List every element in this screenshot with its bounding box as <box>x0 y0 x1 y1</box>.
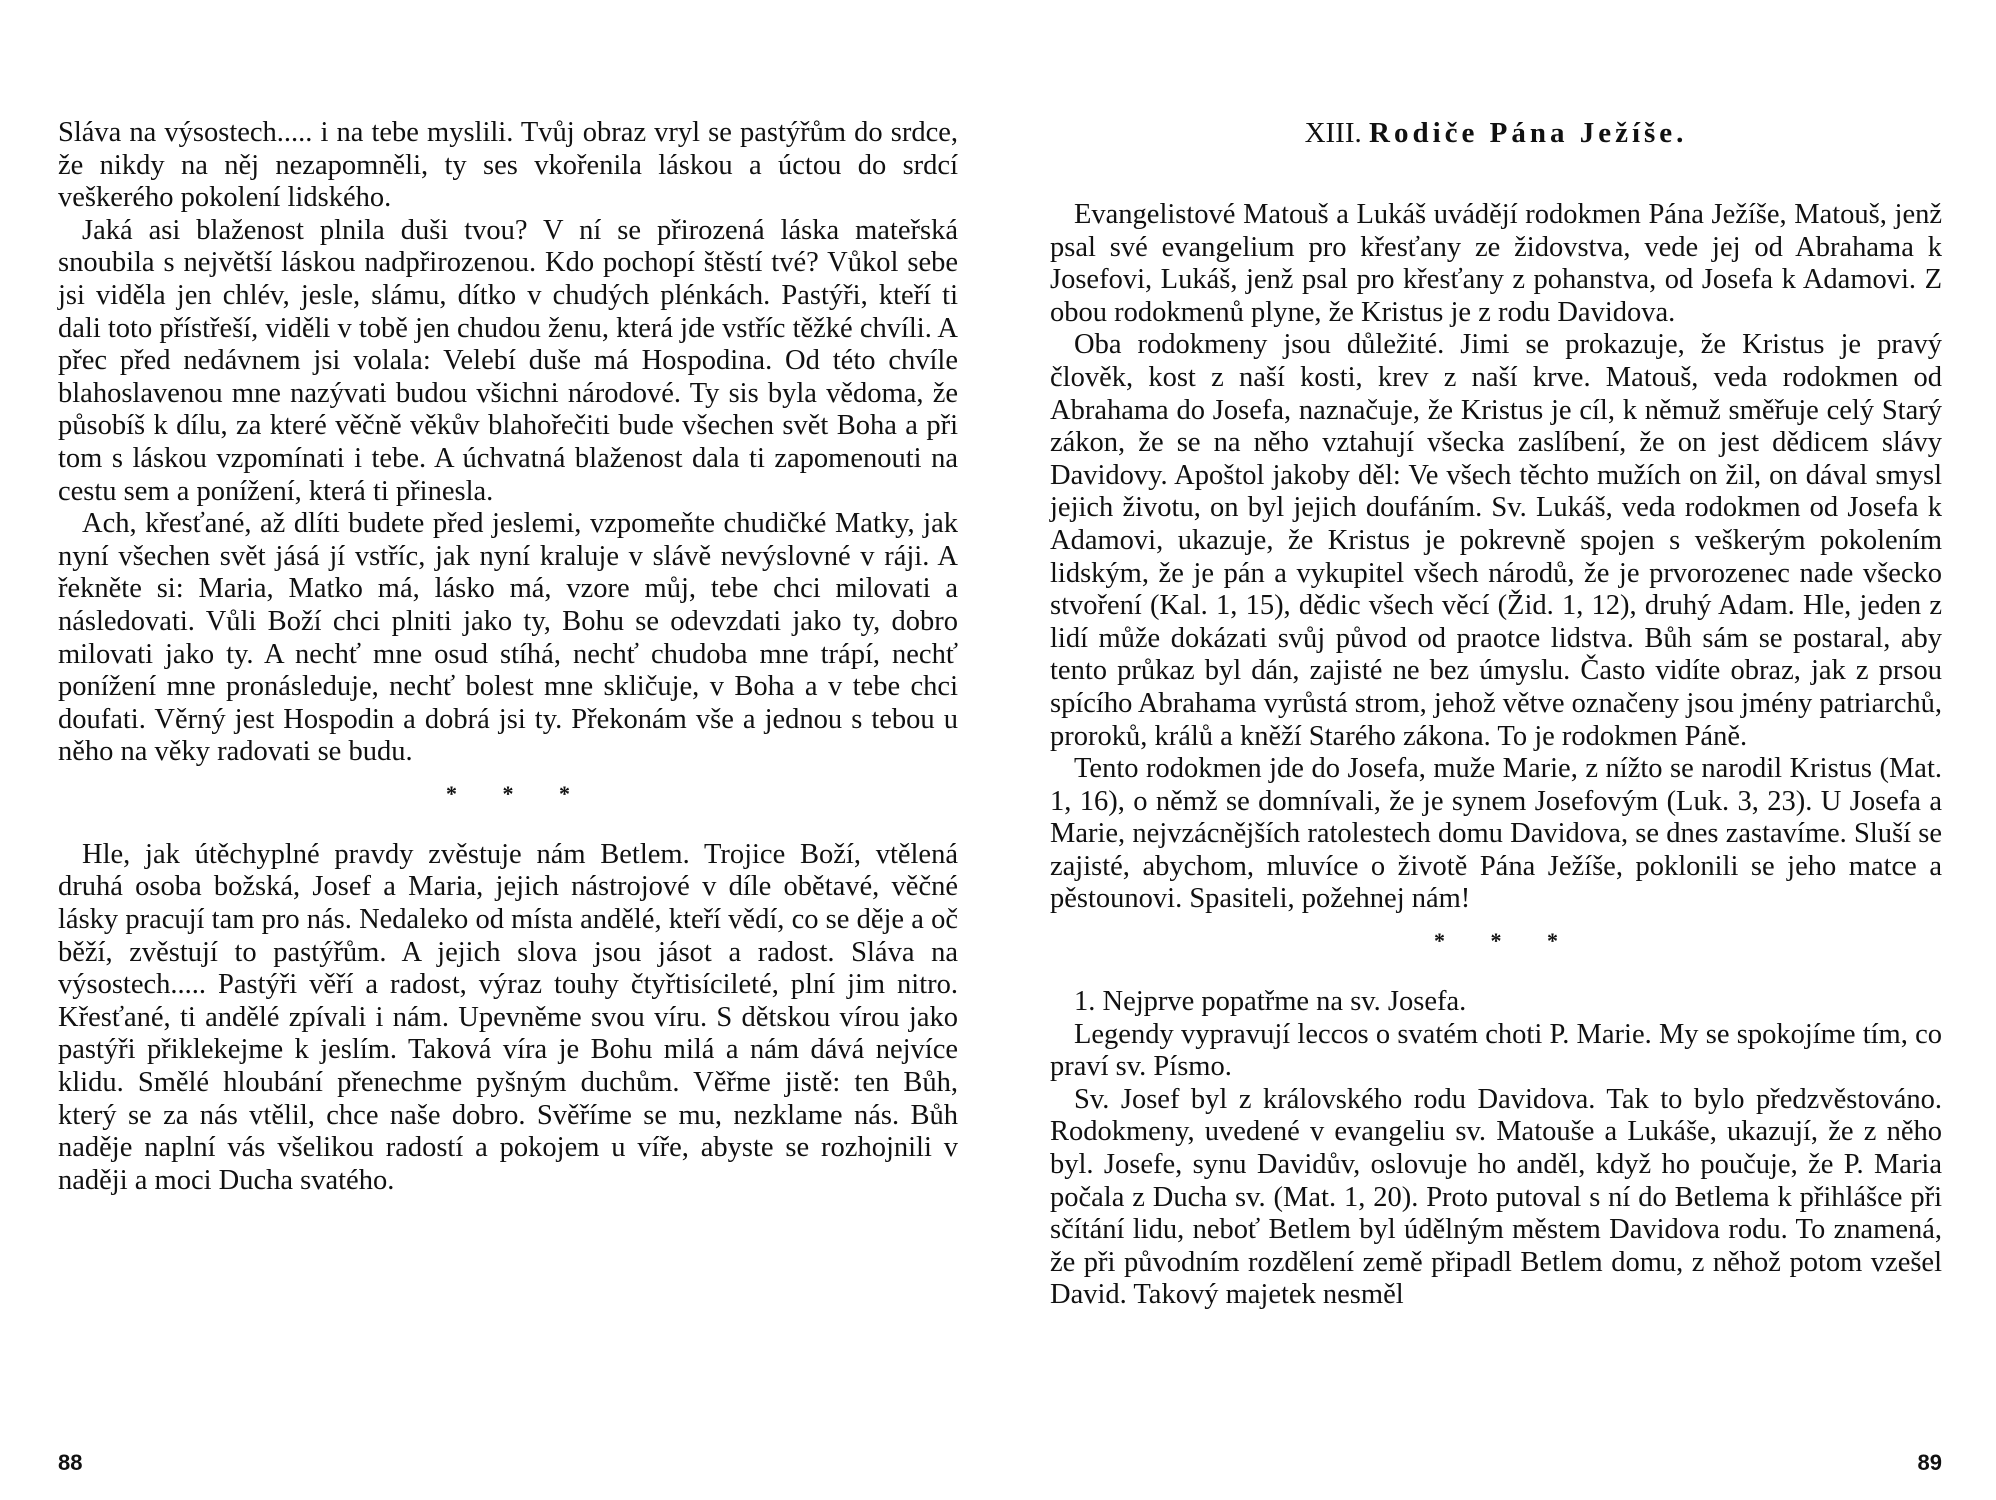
paragraph: 1. Nejprve popatřme na sv. Josefa. <box>1074 986 1467 1018</box>
left-page <box>58 0 958 1500</box>
chapter-number: XIII. <box>1304 117 1362 149</box>
chapter-heading <box>1050 116 1942 150</box>
section-separator: * * * <box>446 780 590 806</box>
right-page-text <box>1050 199 1942 1312</box>
page-number: 89 <box>1917 1450 1942 1475</box>
paragraph: Evangelistové Matouš a Lukáš uvádějí rodokmen Pána Ježíše, Matouš, jenž psal své evangelium pro křesťany ze židovstva, vede jej od Abrahama k Josefovi, Lukáš, jenž psal pro křesťany z pohanstva, od Josefa k Adamovi. Z obou rodokmenů plyne, že Kristus je z rodu Davidova. <box>1050 199 1942 328</box>
right-page <box>1050 0 1942 1500</box>
paragraph: Ach, křesťané, až dlíti budete před jeslemi, vzpomeňte chudičké Matky, jak nyní všechen svět jásá jí vstříc, jak nyní kraluje v slávě nevýslovné v ráji. A řekněte si: Maria, Matko má, lásko má, vzore můj, tebe chci milovati a následovati. Vůli Boží chci plniti jako ty, Bohu se odevzdati jako ty, dobro milovati jako ty. A nechť mne osud stíhá, nechť chudoba mne trápí, nechť ponížení mne pronásleduje, nechť bolest mne skličuje, v Boha a v tebe chci doufati. Věrný jest Hospodin a dobrá jsi ty. Překonám vše a jednou s tebou u něho na věky radovati se budu. <box>58 508 958 768</box>
page-number: 88 <box>58 1450 83 1475</box>
chapter-title: Rodiče Pána Ježíše. <box>1369 117 1688 149</box>
paragraph: Oba rodokmeny jsou důležité. Jimi se prokazuje, že Kristus je pravý člověk, kost z naší kosti, krev z naší krve. Matouš, veda rodokmen od Abrahama do Josefa, naznačuje, že Kristus je cíl, k němuž směřuje celý Starý zákon, že se na něho vztahují všecka zaslíbení, že on jest dědicem slávy Davidovy. Apoštol jakoby děl: Ve všech těchto mužích on žil, on dával smysl jejich životu, on byl jejich doufáním. Sv. Lukáš, veda rodokmen od Josefa k Adamovi, ukazuje, že Kristus je pokrevně spojen s veškerým pokolením lidským, že je pán a vykupitel všech národů, že je prvorozenec nade všecko stvoření (Kal. 1, 15), dědic všech věcí (Žid. 1, 12), druhý Adam. Hle, jeden z lidí může dokázati svůj původ od praotce lidstva. Bůh sám se postaral, aby tento průkaz byl dán, zajisté ne bez úmyslu. Často vidíte obraz, jak z prsou spícího Abrahama vyrůstá strom, jehož větve označeny jsou jmény patriarchů, proroků, králů a kněží Starého zákona. To je rodokmen Páně. <box>1050 329 1942 752</box>
paragraph: Legendy vypravují leccos o svatém choti P. Marie. My se spokojíme tím, co praví sv. Písmo. <box>1050 1018 1942 1083</box>
paragraph: Jaká asi blaženost plnila duši tvou? V ní se přirozená láska mateřská snoubila s největší láskou nadpřirozenou. Kdo pochopí štěstí tvé? Vůkol sebe jsi viděla jen chlév, jesle, slámu, dítko v chudých plénkách. Pastýři, kteří ti dali toto přístřeší, viděli v tobě jen chudou ženu, která jde vstříc těžké chvíli. A přec před nedávnem jsi volala: Velebí duše má Hospodina. Od této chvíle blahoslavenou mne nazývati budou všichni národové. Ty sis byla vědoma, že působíš k dílu, za které věčně věkův blahořečiti bude všechen svět Boha a při tom s láskou vzpomínati i tebe. A úchvatná blaženost dala ti zapomenouti na cestu sem a ponížení, která ti přinesla. <box>58 214 958 507</box>
paragraph: Tento rodokmen jde do Josefa, muže Marie, z nížto se narodil Kristus (Mat. 1, 16), o němž se domnívali, že je synem Josefovým (Luk. 3, 23). U Josefa a Marie, nejvzácnějších ratolestech domu Davidova, se dnes zastavíme. Sluší se zajisté, abychom, mluvíce o životě Pána Ježíše, poklonili se jeho matce a pěstounovi. Spasiteli, požehnej nám! <box>1050 753 1942 915</box>
paragraph: Sláva na výsostech..... i na tebe myslili. Tvůj obraz vryl se pastýřům do srdce, že nikdy na něj nezapomněli, ty ses vkořenila láskou a úctou do srdcí veškerého pokolení lidského. <box>58 117 958 214</box>
paragraph: Hle, jak útěchyplné pravdy zvěstuje nám Betlem. Trojice Boží, vtělená druhá osoba božská, Josef a Maria, jejich nástrojové v díle obětavé, věčné lásky pracují tam pro nás. Nedaleko od místa andělé, kteří vědí, co se děje a oč běží, zvěstují to pastýřům. A jejich slova jsou jásot a radost. Sláva na výsostech..... Pastýři věří a radost, výraz touhy čtyřtisícileté, plní jim nitro. Křesťané, ti andělé zpívali i nám. Upevněme svou víru. S dětskou vírou jako pastýři přiklekejme k jeslím. Taková víra je Bohu milá a nám dává nejvíce klidu. Smělé hloubání přenechme pyšným duchům. Věřme jistě: ten Bůh, který se za nás vtělil, chce naše dobro. Svěříme se mu, nezklame nás. Bůh naděje naplní vás všelikou radostí a pokojem u víře, abyste se rozhojnili v naději a moci Ducha svatého. <box>58 838 958 1196</box>
left-page-text <box>58 117 958 1197</box>
paragraph: Sv. Josef byl z královského rodu Davidova. Tak to bylo předzvěstováno. Rodokmeny, uvedené v evangeliu sv. Matouše a Lukáše, ukazují, že z něho byl. Josefe, synu Davidův, oslovuje ho anděl, když ho poučuje, že P. Maria počala z Ducha sv. (Mat. 1, 20). Proto putoval s ní do Betlema k přihlášce při sčítání lidu, neboť Betlem byl údělným městem Davidova rodu. To znamená, že při původním rozdělení země připadl Betlem domu, z něhož potom vzešel David. Takový majetek nesměl <box>1050 1083 1942 1311</box>
section-separator: * * * <box>1434 928 1578 954</box>
